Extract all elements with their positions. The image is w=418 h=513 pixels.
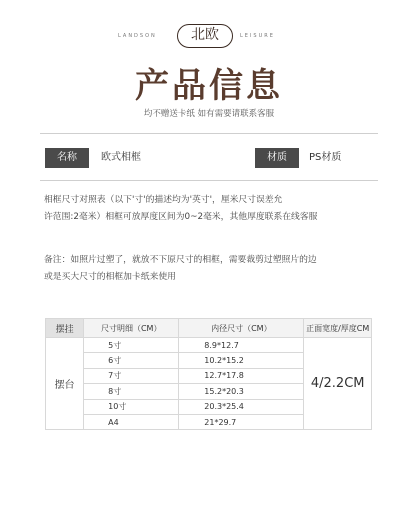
inner-cell: 12.7*17.8 [179,368,304,383]
brand-header [0,24,418,50]
remark-line-1: 备注：如照片过塑了，就放不下原尺寸的相框，需要裁剪过塑照片的边 [44,255,317,265]
page-subtitle: 均不赠送卡纸 如有需要请联系客服 [143,109,275,119]
material-label: 材质 [255,148,299,168]
size-cell: 10寸 [84,399,179,414]
size-cell: 8寸 [84,384,179,399]
page-title: 产品信息 [135,66,283,106]
header-inner: 内径尺寸（CM） [179,319,304,338]
size-note [44,192,379,226]
name-value: 欧式相框 [101,152,141,163]
thickness-cell: 4/2.2CM [304,338,372,430]
name-label: 名称 [45,148,89,168]
size-cell: 5寸 [84,338,179,353]
table-row [46,338,372,353]
inner-cell: 8.9*12.7 [179,338,304,353]
size-note-line-2: 许范围:2毫米）相框可放厚度区间为0~2毫米，其他厚度联系在线客服 [44,212,318,222]
size-note-line-1: 相框尺寸对照表（以下'寸'的描述均为'英寸'，厘米尺寸误差允 [44,195,283,205]
header-size: 尺寸明细（CM） [84,319,179,338]
spec-bar [45,148,375,168]
brand-left-text: LANDSON [118,33,157,39]
material-value: PS材质 [309,152,342,163]
divider [40,180,378,181]
mount-cell: 摆台 [46,338,84,430]
remark-line-2: 或是买大尺寸的相框加卡纸来使用 [44,272,176,282]
style-badge: 北欧 [177,24,233,48]
size-cell: 7寸 [84,368,179,383]
brand-right-text: LEISURE [240,33,275,39]
size-cell: A4 [84,414,179,429]
table-header-row [46,319,372,338]
inner-cell: 10.2*15.2 [179,353,304,368]
remark-note [44,252,379,286]
inner-cell: 20.3*25.4 [179,399,304,414]
size-cell: 6寸 [84,353,179,368]
divider [40,133,378,134]
header-mount: 摆挂 [46,319,84,338]
inner-cell: 15.2*20.3 [179,384,304,399]
size-table [45,318,372,430]
inner-cell: 21*29.7 [179,414,304,429]
header-thickness: 正面宽度/厚度CM [304,319,372,338]
